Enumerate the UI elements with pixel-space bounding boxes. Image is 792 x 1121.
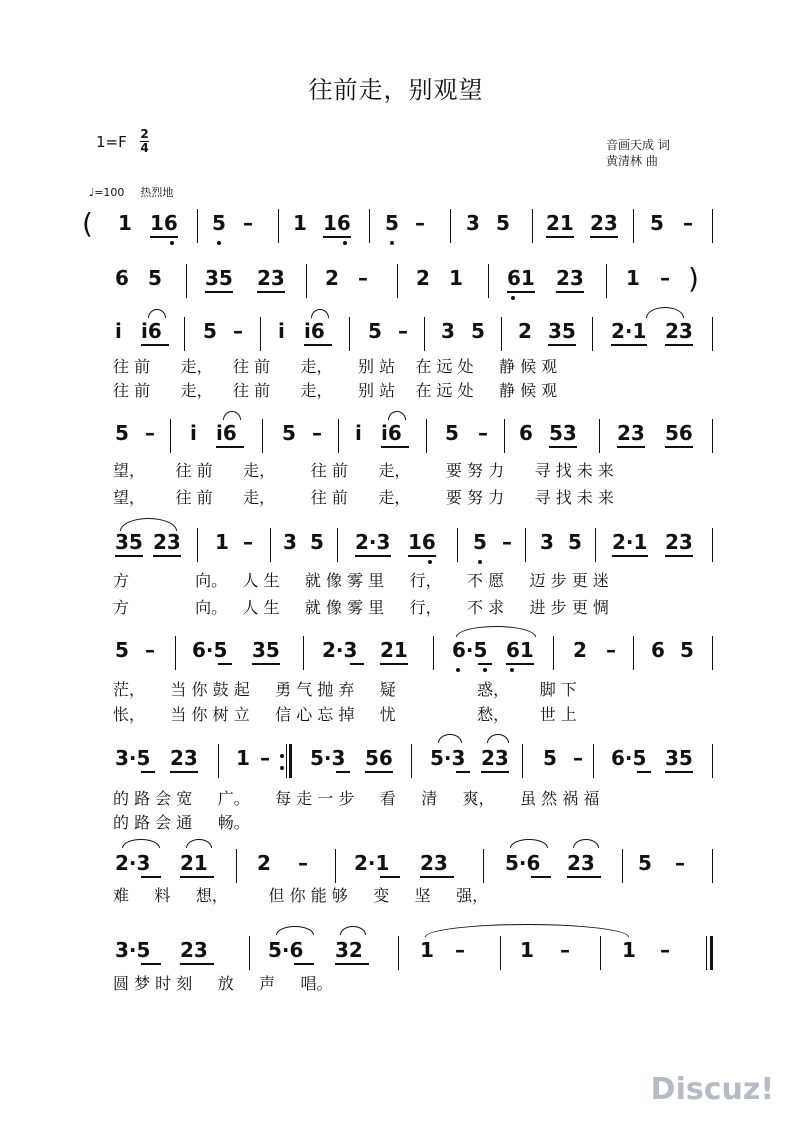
note: 1 <box>215 530 229 554</box>
score-row-7 <box>0 740 792 780</box>
bar-line <box>369 209 370 243</box>
note: 5 <box>650 211 664 235</box>
note: 2·3 <box>115 851 151 875</box>
note: 1 <box>520 938 534 962</box>
note: 6 <box>651 638 665 662</box>
note: 5 <box>310 530 324 554</box>
note: – <box>415 211 425 235</box>
bar-line <box>184 317 185 351</box>
note: 2 <box>518 319 532 343</box>
score-row-2 <box>0 260 792 300</box>
note: 16 <box>408 530 436 554</box>
bar-line <box>622 849 623 883</box>
note: 23 <box>617 421 645 445</box>
score-row-9 <box>0 932 792 972</box>
note: 61 <box>507 266 535 290</box>
note: 23 <box>420 851 448 875</box>
note: – <box>298 851 308 875</box>
note: 5 <box>680 638 694 662</box>
credits <box>606 137 670 169</box>
bar-line <box>197 209 198 243</box>
lyric-line: 往 前 走， 往 前 走， 别 站 在 远 处 静 候 观 <box>113 381 558 400</box>
bar-line <box>270 528 271 562</box>
note: 5 <box>638 851 652 875</box>
note: 5 <box>212 211 226 235</box>
bar-line <box>236 849 237 883</box>
note: 5 <box>282 421 296 445</box>
note: – <box>233 319 243 343</box>
note: – <box>660 938 670 962</box>
watermark: Discuz! <box>650 1072 774 1107</box>
note: 23 <box>153 530 181 554</box>
note: 35 <box>665 746 693 770</box>
bar-line <box>411 744 412 778</box>
key-signature: 1=F <box>96 133 127 151</box>
note: – <box>660 266 670 290</box>
note: 21 <box>546 211 574 235</box>
note: 1 <box>236 746 250 770</box>
bar-line <box>522 744 523 778</box>
note: 6·5 <box>192 638 228 662</box>
note: i6 <box>304 319 325 343</box>
bar-line <box>249 936 250 970</box>
repeat-open-paren: ( <box>82 207 93 240</box>
time-signature <box>140 129 149 154</box>
lyric-line: 怅， 当 你 树 立 信 心 忘 掉 忧 愁， 世 上 <box>113 705 577 724</box>
note: 2·3 <box>322 638 358 662</box>
bar-line <box>303 636 304 670</box>
note: 16 <box>150 211 178 235</box>
note: 1 <box>293 211 307 235</box>
note: i <box>278 319 285 343</box>
bar-line <box>633 209 634 243</box>
time-signature-bottom: 4 <box>140 141 149 155</box>
lyric-line: 的 路 会 通 畅。 <box>113 813 250 832</box>
note: – <box>502 530 512 554</box>
bar-line <box>553 636 554 670</box>
note: 23 <box>567 851 595 875</box>
note: 5 <box>115 638 129 662</box>
note: 1 <box>622 938 636 962</box>
bar-line <box>633 636 634 670</box>
note: 3 <box>540 530 554 554</box>
note: 1 <box>626 266 640 290</box>
note: – <box>243 211 253 235</box>
note: i6 <box>141 319 162 343</box>
bar-line <box>483 849 484 883</box>
bar-line <box>501 317 502 351</box>
song-title: 往前走，别观望 <box>308 76 484 104</box>
final-bar-line <box>706 936 707 970</box>
note: 23 <box>257 266 285 290</box>
bar-line <box>595 528 596 562</box>
bar-line <box>335 849 336 883</box>
note: 21 <box>380 638 408 662</box>
bar-line <box>532 209 533 243</box>
note: – <box>675 851 685 875</box>
lyric-line: 难 料 想， 但 你 能 够 变 坚 强， <box>113 886 489 905</box>
note: i <box>190 421 197 445</box>
note: 3 <box>466 211 480 235</box>
bar-line <box>525 528 526 562</box>
note: 5 <box>473 530 487 554</box>
note: 21 <box>180 851 208 875</box>
note: 5·3 <box>430 746 466 770</box>
bar-line <box>450 209 451 243</box>
note: 3 <box>283 530 297 554</box>
note: – <box>683 211 693 235</box>
note: 2 <box>257 851 271 875</box>
note: 2 <box>325 266 339 290</box>
note: 5 <box>368 319 382 343</box>
repeat-close-paren: ) <box>688 262 699 295</box>
note: 23 <box>180 938 208 962</box>
bar-line <box>593 744 594 778</box>
note: 5 <box>148 266 162 290</box>
bar-line <box>398 936 399 970</box>
note: 2·1 <box>354 851 390 875</box>
bar-line <box>306 264 307 298</box>
composer-credit: 黄清林 曲 <box>606 154 658 168</box>
bar-line <box>186 264 187 298</box>
note: 16 <box>323 211 351 235</box>
note: – <box>606 638 616 662</box>
lyric-line: 方 向。 人 生 就 像 雾 里 行， 不 愿 迈 步 更 迷 <box>113 571 609 590</box>
repeat-bar-line <box>286 744 287 778</box>
lyricist-credit: 音画天成 词 <box>606 138 670 152</box>
note: 6·5 <box>452 638 488 662</box>
bar-line <box>426 419 427 453</box>
note: 23 <box>590 211 618 235</box>
bar-line <box>262 419 263 453</box>
bar-line <box>712 528 713 562</box>
bar-line <box>592 317 593 351</box>
note: – <box>478 421 488 445</box>
lyric-line: 望， 往 前 走， 往 前 走， 要 努 力 寻 找 未 来 <box>113 488 614 507</box>
note: 1 <box>118 211 132 235</box>
note: 35 <box>548 319 576 343</box>
final-bar-line-thick <box>710 936 713 970</box>
bar-line <box>712 636 713 670</box>
note: 35 <box>252 638 280 662</box>
note: 23 <box>665 530 693 554</box>
note: 5 <box>385 211 399 235</box>
time-signature-top: 2 <box>140 127 149 141</box>
lyric-line: 往 前 走， 往 前 走， 别 站 在 远 处 静 候 观 <box>113 357 558 376</box>
note: 2·1 <box>612 530 648 554</box>
note: 2 <box>573 638 587 662</box>
note: 2 <box>416 266 430 290</box>
note: 3 <box>441 319 455 343</box>
bar-line <box>337 528 338 562</box>
note: 56 <box>665 421 693 445</box>
bar-line <box>175 636 176 670</box>
score-row-4 <box>0 415 792 455</box>
note: 61 <box>506 638 534 662</box>
bar-line <box>712 317 713 351</box>
bar-line <box>260 317 261 351</box>
score-row-3 <box>0 313 792 353</box>
note: – <box>358 266 368 290</box>
note: 5·6 <box>268 938 304 962</box>
bar-line <box>500 936 501 970</box>
note: 5·6 <box>505 851 541 875</box>
bar-line <box>338 419 339 453</box>
bar-line <box>197 528 198 562</box>
bar-line <box>600 936 601 970</box>
bar-line <box>599 419 600 453</box>
note: 5 <box>543 746 557 770</box>
note: 23 <box>665 319 693 343</box>
note: – <box>145 638 155 662</box>
note: 5·3 <box>310 746 346 770</box>
note: 5 <box>203 319 217 343</box>
bar-line <box>424 317 425 351</box>
bar-line <box>712 419 713 453</box>
bar-line <box>712 849 713 883</box>
note: 23 <box>556 266 584 290</box>
note: 6·5 <box>611 746 647 770</box>
note: 3·5 <box>115 746 151 770</box>
bar-line <box>712 209 713 243</box>
note: – <box>560 938 570 962</box>
tempo-marking <box>89 184 173 200</box>
note: – <box>312 421 322 445</box>
score-row-5 <box>0 524 792 564</box>
note: – <box>398 319 408 343</box>
note: 23 <box>481 746 509 770</box>
note: 5 <box>115 421 129 445</box>
note: 53 <box>549 421 577 445</box>
lyric-line: 圆 梦 时 刻 放 声 唱。 <box>113 974 333 993</box>
bar-line <box>397 264 398 298</box>
note: 35 <box>115 530 143 554</box>
bar-line <box>349 317 350 351</box>
lyric-line: 茫， 当 你 鼓 起 勇 气 抛 弃 疑 惑， 脚 下 <box>113 680 577 699</box>
bar-line <box>504 419 505 453</box>
note: i6 <box>216 421 237 445</box>
repeat-bar-line-thick <box>289 744 292 778</box>
note: 32 <box>335 938 363 962</box>
tempo-expression: 热烈地 <box>140 186 174 199</box>
bar-line <box>278 209 279 243</box>
note: 23 <box>170 746 198 770</box>
note: 2·3 <box>355 530 391 554</box>
note: 2·1 <box>611 319 647 343</box>
note: – <box>243 530 253 554</box>
note: 1 <box>420 938 434 962</box>
note: 56 <box>365 746 393 770</box>
note: 6 <box>519 421 533 445</box>
note: 6 <box>115 266 129 290</box>
note: i6 <box>381 421 402 445</box>
bar-line <box>606 264 607 298</box>
note: – <box>145 421 155 445</box>
note: – <box>455 938 465 962</box>
bar-line <box>457 528 458 562</box>
score-row-6 <box>0 632 792 672</box>
score-row-8 <box>0 845 792 885</box>
note: 5 <box>496 211 510 235</box>
note: i <box>355 421 362 445</box>
note: 1 <box>449 266 463 290</box>
note: 5 <box>568 530 582 554</box>
lyric-line: 望， 往 前 走， 往 前 走， 要 努 力 寻 找 未 来 <box>113 461 614 480</box>
bar-line <box>712 744 713 778</box>
note: – <box>573 746 583 770</box>
tempo-bpm: ♩=100 <box>89 186 125 199</box>
bar-line <box>433 636 434 670</box>
note: – <box>260 746 270 770</box>
note: 3·5 <box>115 938 151 962</box>
bar-line <box>170 419 171 453</box>
note: 5 <box>471 319 485 343</box>
lyric-line: 方 向。 人 生 就 像 雾 里 行， 不 求 进 步 更 惆 <box>113 598 609 617</box>
note: i <box>115 319 122 343</box>
bar-line <box>218 744 219 778</box>
score-row-1 <box>0 205 792 245</box>
bar-line <box>488 264 489 298</box>
note: 35 <box>205 266 233 290</box>
lyric-line: 的 路 会 宽 广。 每 走 一 步 看 清 爽， 虽 然 祸 福 <box>113 789 600 808</box>
note: 5 <box>445 421 459 445</box>
